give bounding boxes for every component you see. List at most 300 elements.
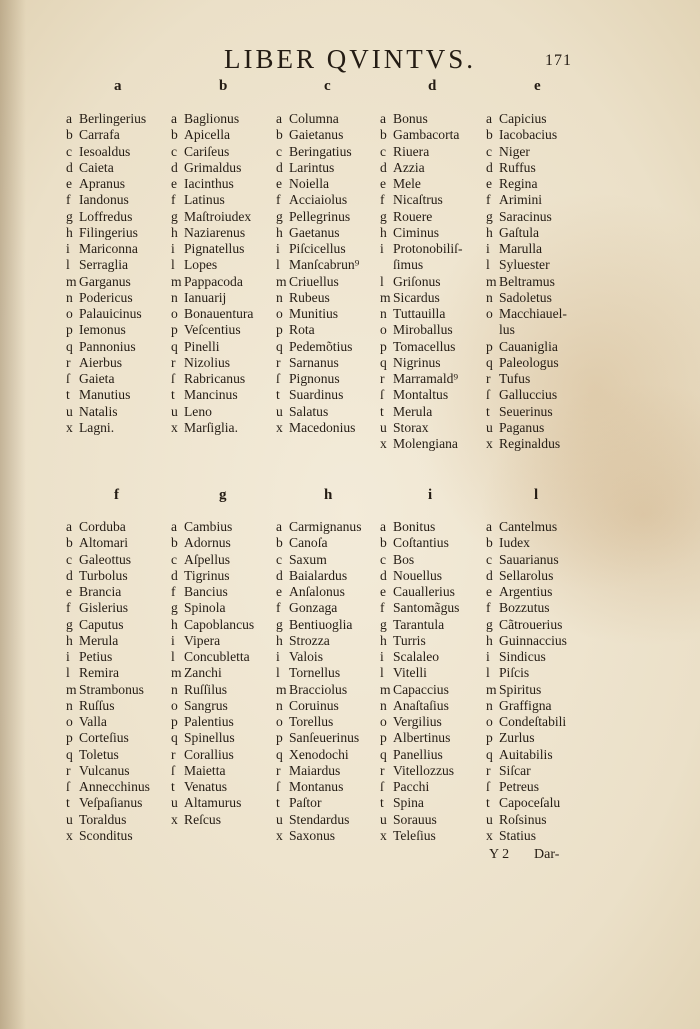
entry-name: Storax [393,419,429,435]
name-entry [486,829,536,843]
entry-name: Podericus [79,289,133,305]
entry-name: Adornus [184,535,231,551]
name-entry [276,650,323,664]
entry-name: Paſtor [289,795,322,811]
entry-letter: ſ [66,779,70,794]
entry-letter: a [486,519,493,534]
entry-name: Capaccius [393,681,449,697]
entry-name: Niger [499,143,530,159]
entry-letter: n [171,289,178,305]
entry-name: Sorauus [393,811,437,827]
name-entry [171,275,243,289]
entry-letter: u [66,811,73,827]
entry-name: Piſcicellus [289,241,346,256]
name-entry [486,683,541,697]
name-entry [66,569,128,583]
entry-letter: x [486,436,493,451]
name-entry [276,177,329,191]
name-entry [66,405,118,419]
entry-name: Ruſſilus [184,681,228,697]
entry-letter: m [171,273,182,289]
entry-letter: p [171,714,178,729]
entry-name: Rouere [393,208,433,224]
name-entry [66,618,124,632]
name-entry [171,699,228,713]
entry-letter: e [276,176,283,191]
entry-name: Bentiuoglia [289,616,353,632]
name-entry [380,193,443,207]
entry-name: Cauallerius [393,584,455,599]
binding-gutter [0,0,26,1029]
entry-letter: f [276,600,281,616]
entry-name: Aſpellus [184,551,231,567]
entry-letter: h [66,224,73,240]
entry-letter: u [486,419,493,435]
name-entry [66,323,126,337]
entry-name: Concubletta [184,649,250,664]
entry-name: Anſalonus [289,584,345,599]
column-letter: c [324,78,331,94]
name-entry [66,731,129,745]
name-entry [276,405,328,419]
entry-name: Iacinthus [184,176,234,191]
entry-name: Veſpaſianus [79,795,143,811]
entry-letter: ſ [171,762,175,778]
name-entry [276,226,340,240]
entry-letter: r [276,762,281,778]
entry-name: Columna [289,111,339,126]
entry-letter: o [171,697,178,713]
entry-name: Macedonius [289,419,356,435]
name-entry [380,520,435,534]
entry-letter: i [486,241,490,256]
column-letter: d [428,78,437,94]
entry-letter: o [66,306,73,321]
name-entry [171,388,238,402]
entry-letter: i [171,241,175,256]
page-title: LIBER QVINTVS. [224,44,476,74]
entry-letter: a [66,519,73,534]
entry-letter: u [276,403,283,419]
entry-name: Gaetanus [289,224,340,240]
name-entry [66,275,131,289]
entry-name: Albertinus [393,730,451,746]
entry-letter: x [380,436,387,451]
column-letter: h [324,487,333,503]
entry-letter: ſ [276,371,280,386]
name-entry [486,520,557,534]
entry-letter: e [66,176,73,191]
name-entry [380,683,449,697]
entry-letter: x [171,811,178,827]
entry-name: Bancius [184,584,228,599]
entry-name: Corallius [184,746,234,762]
entry-name: Latinus [184,192,225,208]
entry-name: Turbolus [79,567,128,583]
entry-letter: m [276,681,287,697]
entry-name: Ciminus [393,224,440,240]
entry-name: Iandonus [79,192,129,208]
entry-name: Lopes [184,257,218,273]
entry-name: Torellus [289,714,334,729]
entry-name: Natalis [79,403,118,419]
name-entry [380,748,443,762]
name-entry [171,585,228,599]
name-entry [66,161,114,175]
entry-name: Spina [393,795,424,811]
entry-name: Turris [393,632,426,648]
entry-letter: g [171,600,178,616]
name-entry [66,193,129,207]
entry-name: ſimus [393,257,424,273]
entry-name: Montanus [289,779,344,794]
name-entry [486,161,536,175]
entry-name: Spinellus [184,730,235,746]
entry-letter: e [380,176,387,191]
name-entry [486,748,553,762]
name-entry [66,291,133,305]
entry-letter: c [171,551,178,567]
entry-name: Bracciolus [289,681,348,697]
name-entry [380,813,437,827]
entry-letter: i [171,632,175,648]
entry-name: Suardinus [289,387,344,403]
entry-name: Bonitus [393,519,436,534]
entry-name: Pappacoda [184,273,243,289]
entry-letter: p [66,322,73,338]
entry-name: Bozzutus [499,600,550,616]
entry-name: Stendardus [289,811,350,827]
name-entry [380,275,441,289]
entry-name: Roſsinus [499,811,547,827]
name-entry [276,323,315,337]
name-entry [276,796,321,810]
name-entry [66,748,119,762]
entry-name: Leno [184,403,212,419]
entry-name: Azzia [393,159,425,175]
entry-name: Pignatellus [184,241,245,256]
name-entry [380,210,432,224]
entry-letter: ſ [380,387,384,403]
entry-letter: p [171,322,178,338]
entry-name: Sconditus [79,827,133,843]
entry-name: Cantelmus [499,519,558,534]
entry-name: Beringatius [289,143,352,159]
entry-letter: h [171,616,178,632]
name-entry [66,372,114,386]
entry-letter: q [380,746,387,762]
name-entry [171,650,250,664]
entry-letter: a [380,111,387,126]
entry-letter: t [486,403,490,419]
entry-name: Mele [393,176,421,191]
name-entry [380,112,428,126]
name-entry [380,553,414,567]
entry-letter: b [486,127,493,143]
name-entry [486,764,531,778]
entry-letter: n [171,681,178,697]
entry-name: Auitabilis [499,746,553,762]
entry-name: Griſonus [393,273,441,289]
entry-letter: a [486,111,493,126]
entry-letter: ſ [486,387,490,403]
name-entry [276,307,338,321]
column-letter: b [219,78,228,94]
entry-letter: d [276,567,283,583]
entry-name: Vitellozzus [393,762,455,778]
entry-name: Munitius [289,306,339,321]
entry-name: Loffredus [79,208,133,224]
entry-letter: r [66,354,71,370]
entry-name: Sadoletus [499,289,552,305]
name-entry [380,307,445,321]
entry-name: Sindicus [499,649,546,664]
entry-letter: t [171,387,175,403]
name-entry [380,650,439,664]
entry-name: Saxum [289,551,327,567]
entry-letter: ſ [486,779,490,794]
entry-name: Aierbus [79,354,123,370]
name-entry [276,699,339,713]
entry-name: Acciaiolus [289,192,348,208]
entry-letter: a [171,519,178,534]
entry-name: Altomari [79,535,129,551]
name-entry [171,291,226,305]
name-entry [380,666,427,680]
name-entry [171,813,221,827]
entry-letter: r [380,762,385,778]
entry-letter: q [66,746,73,762]
entry-letter: u [380,419,387,435]
name-entry [171,242,244,256]
name-entry [66,177,125,191]
name-entry [171,258,217,272]
name-entry [171,161,241,175]
entry-letter: g [66,616,73,632]
entry-letter: e [380,584,387,599]
entry-letter: r [171,354,176,370]
entry-letter: a [276,519,283,534]
entry-letter: n [486,289,493,305]
name-entry [486,650,546,664]
entry-letter: ſ [380,779,384,794]
name-entry [380,715,442,729]
name-entry [276,242,346,256]
entry-letter: ſ [276,779,280,794]
name-entry [276,258,359,272]
entry-letter: f [486,600,491,616]
entry-letter: e [486,584,493,599]
name-entry [380,829,436,843]
entry-letter: h [66,632,73,648]
entry-name: Sellarolus [499,567,554,583]
entry-letter: m [380,681,391,697]
entry-letter: n [276,289,283,305]
name-entry [171,780,227,794]
entry-name: Palauicinus [79,306,142,321]
entry-letter: d [486,159,493,175]
name-entry [486,618,562,632]
entry-letter: q [66,338,73,354]
entry-name: Marulla [499,241,543,256]
entry-letter: b [171,127,178,143]
name-entry [276,340,352,354]
entry-letter: o [276,714,283,729]
entry-letter: r [66,762,71,778]
entry-letter: a [171,111,178,126]
entry-letter: c [486,143,493,159]
entry-letter: o [486,714,493,729]
entry-letter: p [66,730,73,746]
entry-name: Seuerinus [499,403,553,419]
entry-name: Pedemõtius [289,338,353,354]
name-entry [66,796,142,810]
entry-name: Galeottus [79,551,132,567]
name-entry [66,780,150,794]
name-entry [171,553,230,567]
name-entry [486,813,547,827]
entry-name: Vulcanus [79,762,130,778]
entry-letter: b [66,127,73,143]
entry-letter: f [66,600,71,616]
entry-name: Santomãgus [393,600,460,616]
name-entry [276,210,350,224]
name-entry [66,145,130,159]
name-entry [66,764,130,778]
name-entry [486,731,535,745]
name-entry [486,275,555,289]
entry-name: Paleologus [499,354,559,370]
name-entry [171,683,227,697]
entry-name: Argentius [499,584,553,599]
name-entry [276,536,328,550]
entry-letter: p [486,338,493,354]
name-entry [486,291,552,305]
entry-name: Condeſtabili [499,714,567,729]
entry-letter: g [66,208,73,224]
entry-letter: q [486,354,493,370]
name-entry [171,307,253,321]
entry-letter: q [171,730,178,746]
entry-name: Iemonus [79,322,126,338]
entry-name: Grimaldus [184,159,242,175]
entry-letter: l [66,665,70,681]
name-entry [380,731,450,745]
page-number: 171 [545,52,572,69]
column-letter: l [534,487,539,503]
entry-name: Rota [289,322,315,338]
entry-name: Petius [79,649,113,664]
entry-letter: c [66,143,73,159]
entry-name: Strozza [289,632,330,648]
entry-letter: f [276,192,281,208]
name-entry [276,128,343,142]
entry-name: Marſiglia. [184,419,238,435]
name-entry [380,145,429,159]
entry-name: Mariconna [79,241,138,256]
name-entry [380,569,442,583]
entry-name: Tufus [499,371,531,386]
entry-letter: q [380,354,387,370]
entry-name: Coruinus [289,697,339,713]
entry-name: Nicaſtrus [393,192,443,208]
name-entry [66,112,146,126]
entry-name: Montaltus [393,387,449,403]
entry-name: Pacchi [393,779,430,794]
column-letter: a [114,78,122,94]
name-entry [380,323,453,337]
entry-name: Pignonus [289,371,340,386]
entry-name: Apicella [184,127,231,143]
entry-letter: l [380,273,384,289]
name-entry [486,405,553,419]
name-entry [380,585,455,599]
entry-letter: g [171,208,178,224]
entry-name: Protonobiliſ- [393,241,463,256]
entry-letter: c [276,143,283,159]
entry-name: Palentius [184,714,234,729]
entry-name: Gambacorta [393,127,460,143]
entry-letter: t [380,403,384,419]
name-entry [380,437,458,451]
entry-name: Manſcabrun⁹ [289,257,360,273]
entry-name: Pannonius [79,338,136,354]
entry-name: Xenodochi [289,746,349,762]
entry-name: Tornellus [289,665,341,681]
entry-name: Baglionus [184,111,240,126]
name-entry [486,372,530,386]
entry-letter: o [276,306,283,321]
name-entry [171,145,229,159]
name-entry [380,780,429,794]
name-entry [380,372,458,386]
entry-name: Zanchi [184,665,222,681]
entry-name: Vipera [184,632,221,648]
entry-name: Sauarianus [499,551,559,567]
catchword: Dar- [534,847,560,862]
name-entry [486,340,558,354]
entry-name: Vergilius [393,714,442,729]
entry-letter: f [380,192,385,208]
entry-letter: f [171,192,176,208]
name-entry [171,177,234,191]
entry-name: Corduba [79,519,126,534]
entry-letter: o [380,322,387,338]
name-entry [486,780,539,794]
name-entry [276,421,355,435]
entry-name: Iudex [499,535,530,551]
entry-letter: ſ [171,371,175,386]
entry-name: Brancia [79,584,122,599]
name-entry [276,585,345,599]
entry-name: Cariſeus [184,143,230,159]
entry-letter: f [66,192,71,208]
name-entry [486,388,557,402]
name-entry [276,291,330,305]
name-entry [380,405,432,419]
name-entry [380,291,440,305]
name-entry [276,666,340,680]
entry-letter: c [66,551,73,567]
entry-letter: h [276,224,283,240]
entry-name: Iesoaldus [79,143,131,159]
name-entry [66,388,130,402]
column-letter: g [219,487,227,503]
entry-letter: g [486,616,493,632]
entry-name: Teleſius [393,827,436,843]
entry-letter: d [171,567,178,583]
entry-name: Ruſſus [79,697,115,713]
